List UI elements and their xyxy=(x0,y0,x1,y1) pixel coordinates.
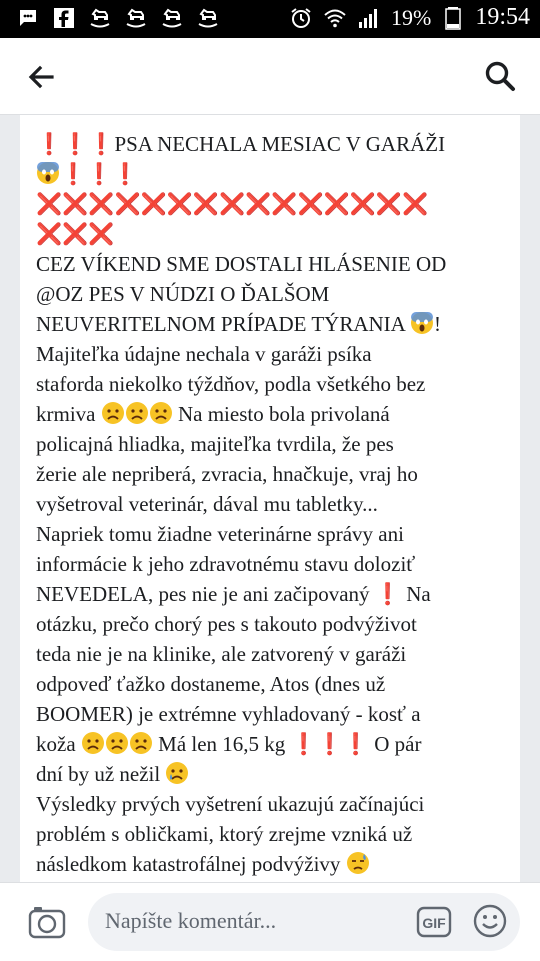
sad-face-icon xyxy=(101,402,125,426)
wifi-icon xyxy=(323,6,347,30)
message-icon xyxy=(16,6,40,30)
battery-icon xyxy=(441,6,465,30)
status-bar xyxy=(0,0,540,38)
arrow-left-icon[interactable] xyxy=(26,62,56,92)
post-line xyxy=(36,519,512,549)
post-text-segment: odpoveď ťažko dostaneme, Atos (dnes už xyxy=(36,672,386,696)
comment-bar xyxy=(0,882,540,961)
smiley-icon[interactable] xyxy=(472,903,508,939)
post-line xyxy=(36,699,512,729)
post-text-segment: otázku, prečo chorý pes s takouto podvýživot xyxy=(36,612,417,636)
sad-face-icon xyxy=(149,402,173,426)
sad-face-icon xyxy=(125,402,149,426)
exclamation-icon: ❗❗❗ xyxy=(290,732,370,756)
post-text-segment: Na miesto bola privolaná xyxy=(172,402,390,426)
post-text-segment: Má len 16,5 kg xyxy=(152,732,291,756)
rocking-horse-icon xyxy=(196,6,220,30)
post-text-segment: následkom katastrofálnej podvýživy xyxy=(36,852,346,876)
post-line xyxy=(36,759,512,789)
post-text-segment: ! xyxy=(433,312,441,336)
exclamation-icon: ❗❗❗ xyxy=(60,162,139,186)
post-text-segment: krmiva xyxy=(36,402,101,426)
clock: 19:54 xyxy=(475,4,530,30)
post-text-segment: teda nie je na klinike, ale zatvorený v garáži xyxy=(36,642,407,666)
exclamation-icon: ❗❗❗ xyxy=(36,132,115,156)
post-text xyxy=(36,129,512,879)
post-text-segment: policajná hliadka, majiteľka tvrdila, že pes xyxy=(36,432,394,456)
cross-mark-icon: ❌❌❌ xyxy=(36,222,115,246)
battery-percent: 19% xyxy=(391,4,432,30)
post-line xyxy=(36,669,512,699)
post-line xyxy=(36,309,512,339)
search-icon[interactable] xyxy=(484,60,516,92)
facebook-icon xyxy=(52,6,76,30)
sad-face-icon xyxy=(81,732,105,756)
post-text-segment: NEUVERITELNOM PRÍPADE TÝRANIA xyxy=(36,312,410,336)
post-text-segment: Na xyxy=(400,582,431,606)
post-text-segment: Majiteľka údajne nechala v garáži psíka xyxy=(36,342,372,366)
post-text-segment: koža xyxy=(36,732,81,756)
alarm-icon xyxy=(289,6,313,30)
comment-input[interactable] xyxy=(88,893,520,951)
post-text-segment: CEZ VÍKEND SME DOSTALI HLÁSENIE OD xyxy=(36,252,447,276)
gif-icon[interactable] xyxy=(416,906,452,938)
post-line xyxy=(36,819,512,849)
post-text-segment: staforda niekolko týždňov, podla všetkého bez xyxy=(36,372,426,396)
sad-face-icon xyxy=(105,732,129,756)
post-line xyxy=(36,429,512,459)
post-line xyxy=(36,189,512,219)
exclamation-icon: ❗ xyxy=(374,582,401,606)
post-line xyxy=(36,339,512,369)
post-text-segment: problém s obličkami, ktorý zrejme vzniká už xyxy=(36,822,413,846)
post-text-segment: PSA NECHALA MESIAC V GARÁŽI xyxy=(114,132,446,156)
sad-face-icon xyxy=(129,732,153,756)
post-line xyxy=(36,459,512,489)
post-line xyxy=(36,369,512,399)
post-line xyxy=(36,639,512,669)
post-line xyxy=(36,159,512,189)
status-notification-icons xyxy=(16,6,220,30)
status-system-icons xyxy=(289,4,530,31)
post-area xyxy=(0,115,540,882)
cross-mark-icon: ❌❌❌❌❌❌❌❌❌❌❌❌❌❌❌ xyxy=(36,192,429,216)
post-line xyxy=(36,279,512,309)
post-line xyxy=(36,789,512,819)
svg-text:GIF: GIF xyxy=(422,915,446,931)
post-text-segment: BOOMER) je extrémne vyhladovaný - kosť a xyxy=(36,702,421,726)
post-line xyxy=(36,729,512,759)
post-line xyxy=(36,849,512,879)
post-text-segment: Napriek tomu žiadne veterinárne správy ani xyxy=(36,522,404,546)
post-line xyxy=(36,579,512,609)
comment-placeholder: Napíšte komentár... xyxy=(105,908,277,933)
rocking-horse-icon xyxy=(124,6,148,30)
post-text-segment: Výsledky prvých vyšetrení ukazujú začínajúci xyxy=(36,792,425,816)
post-line xyxy=(36,249,512,279)
rocking-horse-icon xyxy=(160,6,184,30)
rocking-horse-icon xyxy=(88,6,112,30)
post-text-segment: informácie k jeho zdravotnému stavu doloziť xyxy=(36,552,416,576)
camera-icon[interactable] xyxy=(28,903,66,941)
post-line xyxy=(36,219,512,249)
post-card xyxy=(20,115,520,882)
post-line xyxy=(36,549,512,579)
app-bar xyxy=(0,38,540,115)
post-line xyxy=(36,129,512,159)
post-text-segment: žerie ale nepriberá, zvracia, hnačkuje, vraj ho xyxy=(36,462,418,486)
scream-face-icon xyxy=(36,162,60,186)
post-line xyxy=(36,609,512,639)
post-line xyxy=(36,489,512,519)
signal-icon xyxy=(357,6,381,30)
post-line xyxy=(36,399,512,429)
cry-face-icon xyxy=(165,762,189,786)
post-text-segment: dní by už nežil xyxy=(36,762,166,786)
post-text-segment: vyšetroval veterinár, dával mu tabletky... xyxy=(36,492,378,516)
post-text-segment: O pár xyxy=(369,732,422,756)
post-text-segment: @OZ PES V NÚDZI O ĎALŠOM xyxy=(36,282,330,306)
sweat-face-icon xyxy=(346,852,370,876)
post-text-segment: NEVEDELA, pes nie je ani začipovaný xyxy=(36,582,375,606)
scream-face-icon xyxy=(410,312,434,336)
